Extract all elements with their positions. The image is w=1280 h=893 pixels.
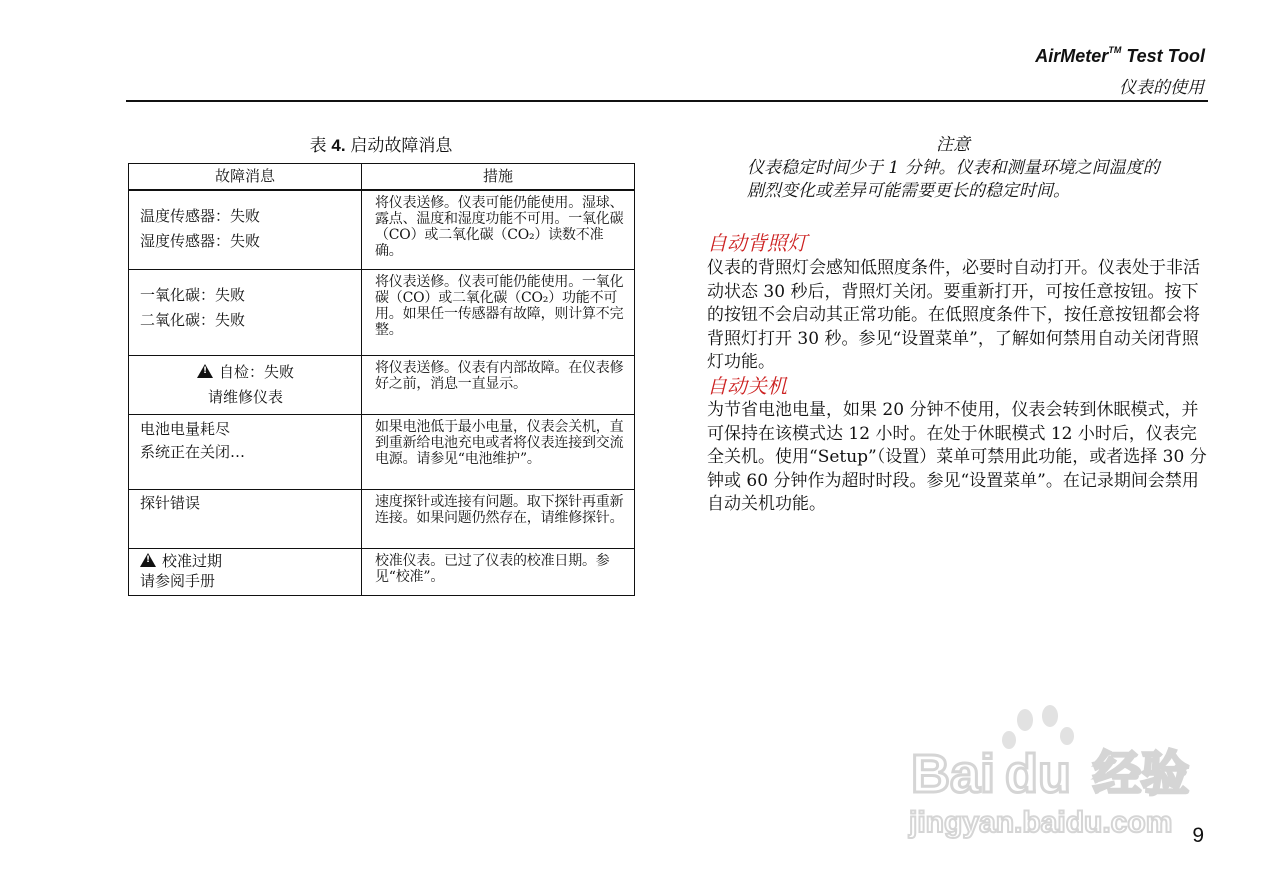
page-number: 9: [1192, 824, 1204, 847]
fault-action-cell: [362, 489, 635, 548]
fault-message-text: 校准过期: [162, 551, 223, 570]
paw-toe-icon: [1042, 705, 1058, 727]
note-heading: 注意: [936, 135, 970, 154]
table-row: [129, 489, 635, 548]
fault-action-cell: [362, 548, 635, 595]
fault-message-line: 系统正在关闭…: [140, 442, 246, 461]
document-header-title: [1035, 46, 1205, 67]
fault-message-cell: [129, 269, 362, 355]
fault-message-line: [140, 551, 351, 571]
caption-number: 4.: [331, 136, 346, 155]
warning-triangle-icon: [140, 553, 156, 567]
fault-message-cell: [129, 190, 362, 269]
fault-message-line: 请维修仪表: [207, 387, 283, 406]
fault-message-cell: [129, 414, 362, 489]
fault-message-cell: [129, 489, 362, 548]
table-row: [129, 269, 635, 355]
table-header-row: [129, 164, 635, 191]
fault-action-cell: [362, 190, 635, 269]
table-row: [129, 548, 635, 595]
fault-message-line: [140, 360, 351, 385]
watermark-logo-text2: du: [1005, 744, 1071, 804]
fault-action-cell: [362, 269, 635, 355]
fault-message-cell: [129, 355, 362, 414]
table-caption: [128, 131, 634, 156]
column-header-message: 故障消息: [129, 164, 362, 191]
table-row: [129, 355, 635, 414]
fault-message-line: 二氧化碳：失败: [140, 310, 246, 329]
header-divider: [126, 100, 1208, 102]
fault-message-line: 请参阅手册: [140, 571, 216, 590]
fault-message-line: 湿度传感器：失败: [140, 232, 261, 250]
fault-message-line: 电池电量耗尽: [140, 419, 231, 438]
note-text: 仪表稳定时间少于 1 分钟。仪表和测量环境之间温度的剧烈变化或差异可能需要更长的稳定时间。: [747, 158, 1160, 201]
fault-action-text: 将仪表送修。仪表可能仍能使用。湿球、露点、温度和湿度功能不可用。一氧化碳（CO）或二氧化碳（CO₂）读数不准确。: [375, 195, 624, 259]
fault-action-text: 将仪表送修。仪表可能仍能使用。一氧化碳（CO）或二氧化碳（CO₂）功能不可用。如果任一传感器有故障，则计算不完整。: [375, 273, 624, 338]
caption-text: 启动故障消息: [345, 136, 453, 155]
fault-action-text: 如果电池低于最小电量，仪表会关机，直到重新给电池充电或者将仪表连接到交流电源。请参见“电池维护”。: [375, 418, 624, 467]
caption-prefix: 表: [309, 136, 332, 155]
watermark-url: jingyan.baidu.com: [909, 806, 1173, 839]
paw-toe-icon: [1060, 727, 1074, 745]
trademark-mark: TM: [1108, 45, 1122, 55]
section-heading-auto-backlight: 自动背照灯: [707, 233, 807, 255]
table-row: [129, 190, 635, 269]
brand-name: AirMeter: [1035, 46, 1109, 66]
fault-message-text: 自检：失败: [218, 362, 294, 381]
fault-message-cell: [129, 548, 362, 595]
fault-action-cell: [362, 355, 635, 414]
paw-toe-icon: [1017, 709, 1033, 731]
watermark-logo-chinese: 经验: [1093, 746, 1190, 802]
baidu-jingyan-watermark: [905, 700, 1205, 850]
fault-action-cell: [362, 414, 635, 489]
fault-action-text: 将仪表送修。仪表有内部故障。在仪表修好之前，消息一直显示。: [375, 359, 624, 392]
section-text-auto-power-off: 为节省电池电量，如果 20 分钟不使用，仪表会转到休眠模式，并可保持在该模式达 12 小时。在处于休眠模式 12 小时后，仪表完全关机。使用“Setup”（设置）菜单可禁用此功能，或者选择 30 分钟或 60 分钟作为超时时段。参见“设置菜单”。在记录期间会禁用自动关机功能。: [707, 400, 1207, 514]
fault-action-text: 速度探针或连接有问题。取下探针再重新连接。如果问题仍然存在，请维修探针。: [375, 493, 624, 526]
warning-triangle-icon: [197, 364, 213, 378]
document-header-subtitle: 仪表的使用: [1119, 78, 1204, 97]
section-heading-auto-power-off: 自动关机: [707, 376, 787, 398]
table-row: [129, 414, 635, 489]
product-suffix: Test Tool: [1121, 46, 1205, 66]
section-text-auto-backlight: 仪表的背照灯会感知低照度条件，必要时自动打开。仪表处于非活动状态 30 秒后，背照灯关闭。要重新打开，可按任意按钮。按下的按钮不会启动其正常功能。在低照度条件下，按任意按钮都会将背照灯打开 30 秒。参见“设置菜单”，了解如何禁用自动关闭背照灯功能。: [707, 258, 1200, 372]
fault-message-line: 一氧化碳：失败: [140, 285, 246, 304]
fault-message-line: 温度传感器：失败: [140, 207, 261, 225]
column-header-action: 措施: [362, 164, 635, 191]
startup-fault-table: [128, 163, 635, 596]
fault-action-text: 校准仪表。已过了仪表的校准日期。参见“校准”。: [375, 552, 610, 585]
watermark-logo-text: Bai: [911, 744, 996, 804]
fault-message-line: 探针错误: [140, 493, 201, 512]
